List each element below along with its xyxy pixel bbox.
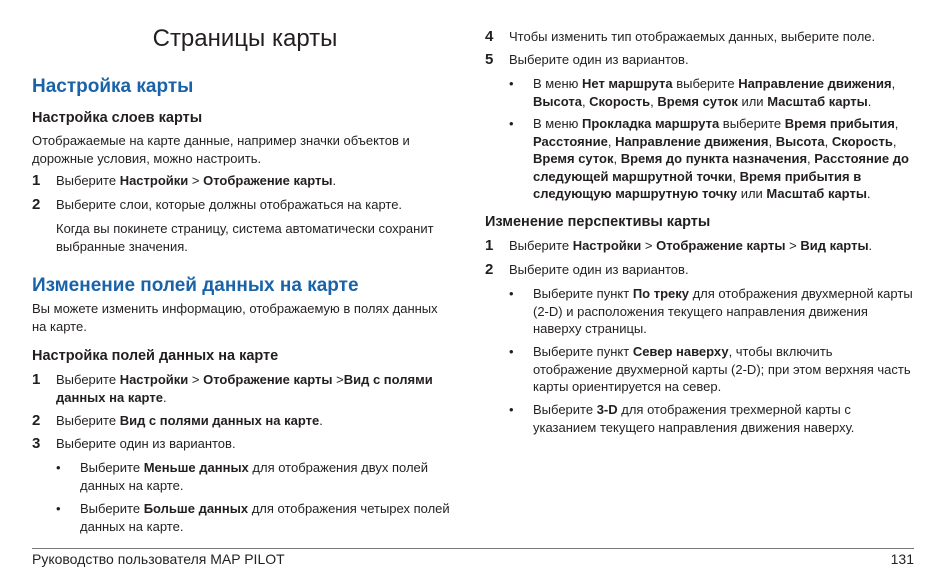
bullet-routing: [509, 115, 915, 203]
step-text: Выберите один из вариантов.: [56, 436, 236, 451]
footer-page-number: 131: [890, 551, 914, 567]
step-text: Выберите Настройки > Отображение карты >Вид с полями данных на карте.: [56, 372, 433, 405]
bullet-dot: •: [509, 286, 514, 301]
step-3-fields: [32, 435, 454, 453]
page-title: Страницы карты: [152, 25, 338, 52]
step-number: 1: [32, 371, 41, 388]
bullet-dot: •: [56, 460, 61, 475]
section-heading-data-fields: Изменение полей данных на карте: [32, 275, 359, 296]
bullet-text: Выберите пункт По треку для отображения двухмерной карты (2-D) и расположения текущего направления движения наверху страницы.: [533, 286, 913, 336]
bullet-more-data: [56, 500, 454, 535]
step-text: Выберите Вид с полями данных на карте.: [56, 413, 323, 428]
step-text: Выберите один из вариантов.: [509, 262, 689, 277]
step-number: 1: [485, 237, 494, 254]
step-number: 2: [32, 196, 41, 213]
step-number: 5: [485, 51, 494, 68]
step-2-perspective: [485, 261, 915, 279]
bullet-3d: [509, 401, 915, 436]
bullet-dot: •: [509, 116, 514, 131]
bullet-dot: •: [509, 344, 514, 359]
step-number: 2: [485, 261, 494, 278]
bullet-north-up: [509, 343, 915, 396]
footer-manual-title: Руководство пользователя MAP PILOT: [32, 551, 285, 567]
bullet-dot: •: [56, 501, 61, 516]
bullet-track-up: [509, 285, 915, 338]
bullet-dot: •: [509, 402, 514, 417]
bullet-less-data: [56, 459, 454, 494]
step-text: Выберите Настройки > Отображение карты.: [56, 173, 337, 188]
paragraph-data-fields: Вы можете изменить информацию, отображаемую в полях данных на карте.: [32, 301, 438, 334]
footer-divider: [32, 548, 914, 549]
step-1-layers: [32, 172, 454, 190]
subheading-map-layers: Настройка слоев карты: [32, 110, 203, 126]
step-2-fields: [32, 412, 454, 430]
bullet-text: Выберите 3-D для отображения трехмерной карты с указанием текущего направления движения наверху.: [533, 402, 855, 435]
bullet-text: В меню Прокладка маршрута выберите Время прибытия, Расстояние, Направление движения, Высота, Скорость, Время суток, Время до пункта назначения, Расстояние до следующей маршрутной точки, Время прибытия в следующую маршрутную точку или Масштаб карты.: [533, 116, 909, 201]
step-5-fields: [485, 51, 915, 69]
paragraph-map-layers: Отображаемые на карте данные, например значки объектов и дорожные условия, можно настроить.: [32, 133, 410, 166]
bullet-text: Выберите Больше данных для отображения четырех полей данных на карте.: [80, 501, 450, 534]
subheading-perspective: Изменение перспективы карты: [485, 214, 711, 230]
step-number: 2: [32, 412, 41, 429]
bullet-text: В меню Нет маршрута выберите Направление движения, Высота, Скорость, Время суток или Масштаб карты.: [533, 76, 896, 109]
section-heading-map-settings: Настройка карты: [32, 76, 194, 97]
step-text: Чтобы изменить тип отображаемых данных, выберите поле.: [509, 29, 876, 44]
note-autosave: Когда вы покинете страницу, система автоматически сохранит выбранные значения.: [56, 221, 434, 254]
step-1-perspective: [485, 237, 915, 255]
step-text: Выберите один из вариантов.: [509, 52, 689, 67]
step-number: 3: [32, 435, 41, 452]
step-4-fields: [485, 28, 915, 46]
bullet-text: Выберите пункт Север наверху, чтобы включить отображение двухмерной карты (2-D); при этом верхняя часть карты ориентируется на север.: [533, 344, 911, 394]
step-text: Выберите слои, которые должны отображаться на карте.: [56, 197, 403, 212]
step-2-layers: [32, 196, 454, 214]
step-text: Выберите Настройки > Отображение карты > Вид карты.: [509, 238, 873, 253]
bullet-text: Выберите Меньше данных для отображения двух полей данных на карте.: [80, 460, 429, 493]
step-number: 1: [32, 172, 41, 189]
subheading-data-fields-setup: Настройка полей данных на карте: [32, 348, 279, 364]
bullet-dot: •: [509, 76, 514, 91]
step-1-fields: [32, 371, 454, 406]
bullet-no-route: [509, 75, 915, 110]
step-number: 4: [485, 28, 494, 45]
